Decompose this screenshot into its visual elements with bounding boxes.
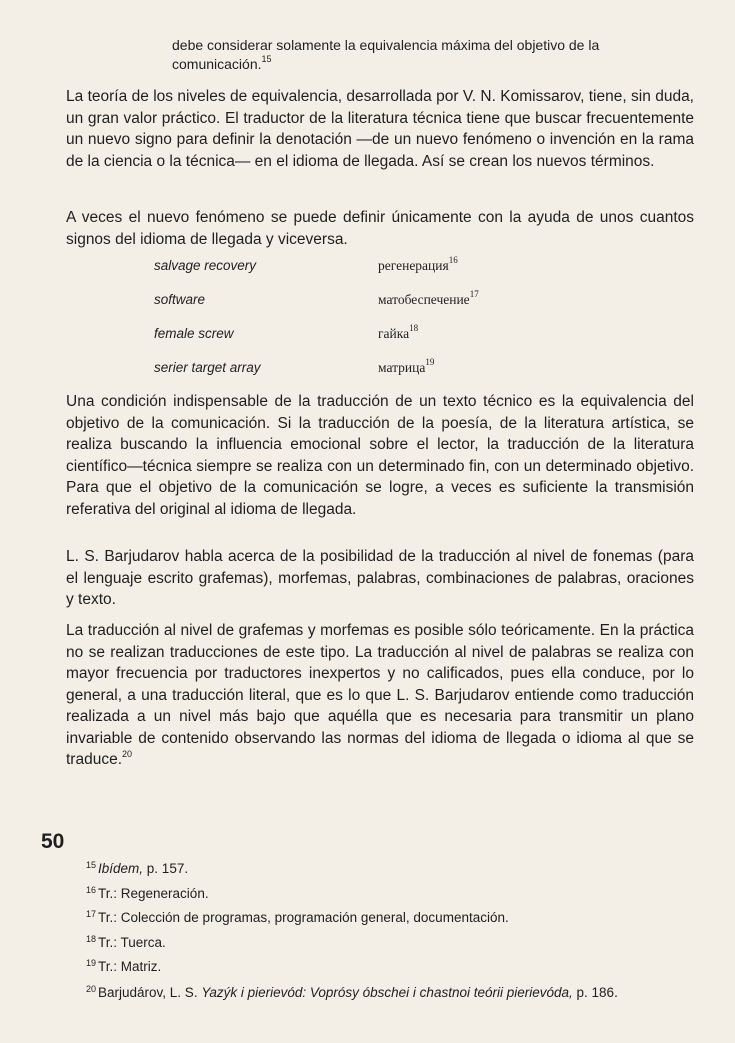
footnote-ref-19: 19 xyxy=(425,357,435,367)
glossary-row xyxy=(154,323,694,360)
footnote-20: $^{20}$ Barjudárov, L. S. Yazýk i pierievód: Voprósy óbschei i chastnoi teórii pierievóda, p. 186. xyxy=(86,983,618,1000)
block-quote xyxy=(172,36,692,74)
paragraph-barjudarov-niveles: L. S. Barjudarov habla acerca de la posibilidad de la traducción al nivel de fonemas (para el lenguaje escrito grafemas), morfemas, palabras, combinaciones de palabras, oraciones y texto. xyxy=(66,548,694,608)
glossary-term-russian: матобеспечение$^{17}$ xyxy=(378,289,479,307)
footnote-19: $^{19}$ Tr.: Matriz. xyxy=(86,958,162,974)
glossary-term-english: software xyxy=(154,292,206,307)
glossary-row xyxy=(154,255,694,292)
footnote-ref-17: 17 xyxy=(469,289,479,299)
paragraph-nuevo-fenomeno: A veces el nuevo fenómeno se puede definir únicamente con la ayuda de unos cuantos signos del idioma de llegada y viceversa. xyxy=(66,209,694,248)
glossary-term-russian: гайка$^{18}$ xyxy=(378,323,419,341)
footnote-15: $^{15}$ Ibídem, p. 157. xyxy=(86,860,189,876)
glossary-row xyxy=(154,289,694,326)
footnote-ref-18: 18 xyxy=(409,323,419,333)
glossary-term-english: salvage recovery xyxy=(154,258,257,273)
footnote-16: $^{16}$ Tr.: Regeneración. xyxy=(86,884,209,901)
footnote-ref-15: 15 xyxy=(261,54,272,64)
paragraph-komissarov: La teoría de los niveles de equivalencia, desarrollada por V. N. Komissarov, tiene, sin duda, un gran valor práctico. El traductor de la literatura técnica tiene que buscar frecuentemente un nuevo signo para definir la denotación —de un nuevo fenómeno o invención en la rama de la ciencia o la técnica— en el idioma de llegada. Así se crean los nuevos términos. xyxy=(66,88,694,170)
footnote-ref-16: 16 xyxy=(448,255,458,265)
page-number: 50 xyxy=(41,830,65,853)
quote-text: debe considerar solamente la equivalencia máxima del objetivo de la comunicación. xyxy=(172,37,600,72)
glossary-term-english: female screw xyxy=(154,326,234,341)
term-glossary xyxy=(154,255,694,394)
glossary-row xyxy=(154,357,694,394)
glossary-term-russian: регенерация$^{16}$ xyxy=(378,255,458,273)
paragraph-grafemas-morfemas: La traducción al nivel de grafemas y morfemas es posible sólo teóricamente. En la práctica no se realizan traducciones de este tipo. La traducción al nivel de palabras se realiza con mayor frecuencia por traductores inexpertos y no calificados, pues ella conduce, por lo general, a una traducción literal, que es lo que L. S. Barjudarov entiende como traducción realizada a un nivel más bajo que aquélla que es necesaria para transmitir un plano invariable de contenido observando las normas del idioma de llegada o idioma al que se traduce.$^{20}$ xyxy=(66,622,694,768)
glossary-term-english: serier target array xyxy=(154,360,261,375)
footnotes xyxy=(86,855,706,1002)
glossary-term-russian: матрица$^{19}$ xyxy=(378,357,435,375)
footnote-18: $^{18}$ Tr.: Tuerca. xyxy=(86,933,166,950)
footnote-ref-20: 20 xyxy=(122,749,133,759)
paragraph-condicion-indispensable: Una condición indispensable de la traducción de un texto técnico es la equivalencia del objetivo de la comunicación. Si la traducción de la poesía, de la literatura artística, se realiza buscando la influencia emocional sobre el lector, la traducción de la literatura científico—técnica siempre se realiza con un determinado fin, con un determinado objetivo. Para que el objetivo de la comunicación se logre, a veces es suficiente la transmisión referativa del original al idioma de llegada. xyxy=(66,393,694,518)
footnote-17: $^{17}$ Tr.: Colección de programas, programación general, documentación. xyxy=(86,909,509,925)
